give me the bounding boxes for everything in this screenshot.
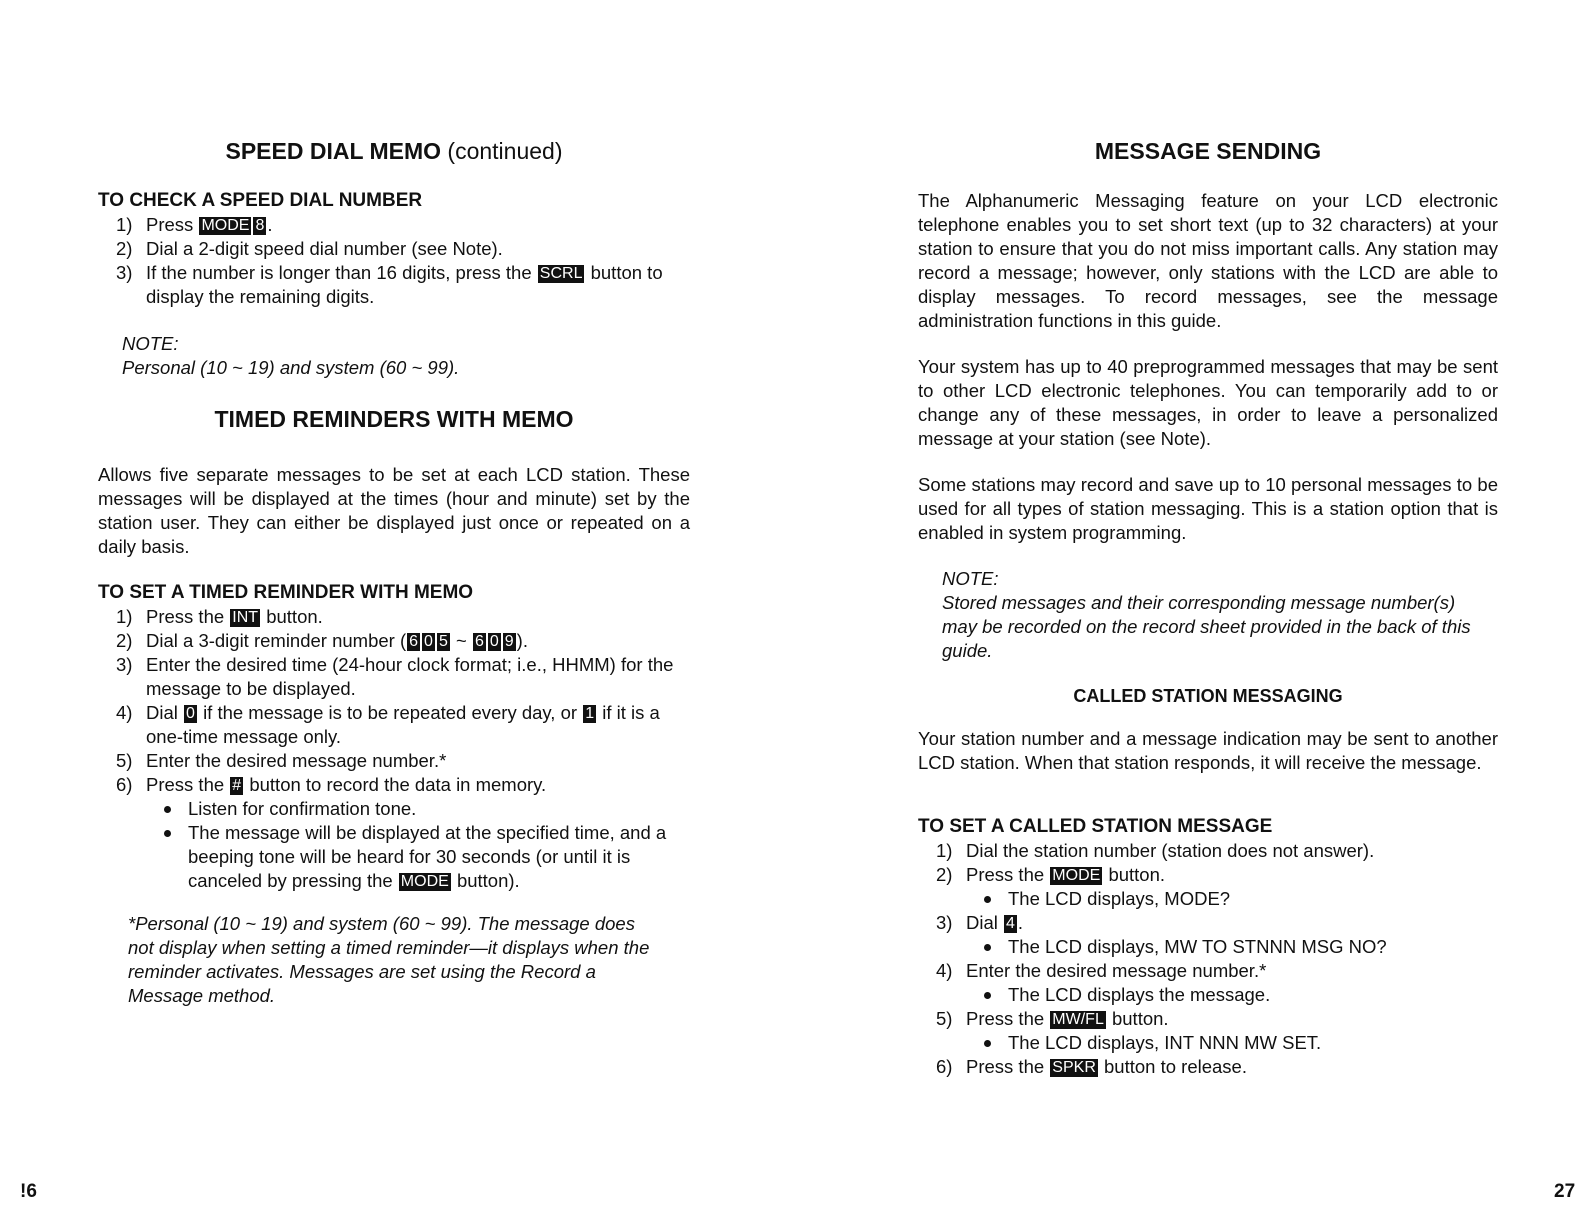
step-text: button. <box>1108 864 1166 885</box>
step-number: 4) <box>936 960 953 981</box>
step-text: Press the <box>966 864 1045 885</box>
step-bullets <box>966 935 1498 959</box>
list-item <box>918 959 1498 1007</box>
bullet-text: The LCD displays, MODE? <box>1008 888 1231 909</box>
step-text: ). <box>516 630 528 651</box>
step-text: button to release. <box>1104 1056 1247 1077</box>
digit-key: 0 <box>489 633 499 650</box>
page-number-right: 27 <box>1554 1181 1576 1202</box>
mode-key: MODE <box>1052 867 1101 884</box>
step-text: Dial a 3-digit reminder number ( <box>146 630 407 651</box>
step-text: Press <box>146 214 194 235</box>
bullet-item <box>966 935 1498 959</box>
digit-key: 1 <box>585 705 595 722</box>
step-bullets <box>966 887 1498 911</box>
step-number: 1) <box>936 840 953 861</box>
speed-dial-memo-title <box>98 138 690 165</box>
bullet-item <box>146 821 690 893</box>
step-text: Dial <box>966 912 998 933</box>
step-number: 6) <box>936 1056 953 1077</box>
pound-key: # <box>232 777 242 794</box>
bullet-text: button). <box>456 870 520 891</box>
set-called-station-heading: TO SET A CALLED STATION MESSAGE <box>918 816 1273 837</box>
note-text: Personal (10 ~ 19) and system (60 ~ 99). <box>122 357 460 378</box>
timed-reminders-title: TIMED REMINDERS WITH MEMO <box>214 406 574 432</box>
tilde: ~ <box>456 630 467 651</box>
title-suffix: (continued) <box>447 138 563 164</box>
note-label: NOTE: <box>942 568 999 589</box>
step-text: . <box>1017 912 1024 933</box>
list-item <box>98 261 690 309</box>
set-timed-reminder-heading: TO SET A TIMED REMINDER WITH MEMO <box>98 582 474 603</box>
list-item <box>918 863 1498 911</box>
step-number: 3) <box>116 262 133 283</box>
note-block <box>122 332 459 380</box>
list-item <box>918 839 1498 863</box>
bullet-item <box>966 887 1498 911</box>
check-speed-dial-steps <box>98 213 690 309</box>
digit-key: 4 <box>1006 915 1015 932</box>
page-number-left: !6 <box>20 1181 37 1202</box>
paragraph-personal-messages: Some stations may record and save up to 10 personal messages to be used for all types of station messaging. This is a station option that is enabled in system programming. <box>918 474 1498 543</box>
step-bullets <box>966 1031 1498 1055</box>
list-item <box>98 701 690 749</box>
step-text: button to record the data in memory. <box>249 774 547 795</box>
digit-key: 9 <box>504 633 514 650</box>
footnote: *Personal (10 ~ 19) and system (60 ~ 99). The message does not display when setting a timed reminder—it displays when the reminder activates. Messages are set using the Record a Message method. <box>128 913 650 1006</box>
step-text: button to display the remaining digits. <box>146 262 663 307</box>
digit-key: 8 <box>255 217 265 234</box>
step-text: if it is a one-time message only. <box>146 702 660 747</box>
bullet-item <box>146 797 690 821</box>
step-text: Enter the desired message number.* <box>966 960 1267 981</box>
list-item <box>98 213 690 237</box>
step-text: Enter the desired message number.* <box>146 750 447 771</box>
called-station-intro: Your station number and a message indication may be sent to another LCD station. When that station responds, it will receive the message. <box>918 728 1498 773</box>
step-text: . <box>267 214 273 235</box>
digit-key: 0 <box>424 633 433 650</box>
bullet-text: The LCD displays, INT NNN MW SET. <box>1008 1032 1322 1053</box>
message-sending-title: MESSAGE SENDING <box>1094 138 1322 164</box>
list-item <box>98 237 690 261</box>
called-station-title: CALLED STATION MESSAGING <box>1073 686 1343 706</box>
mode-key: MODE <box>400 873 449 890</box>
bullet-item <box>966 983 1498 1007</box>
bullet-text: The LCD displays the message. <box>1008 984 1271 1005</box>
list-item <box>918 1007 1498 1055</box>
digit-key: 6 <box>474 633 484 650</box>
step-number: 1) <box>116 214 133 235</box>
digit-key: 5 <box>438 633 448 650</box>
bullet-text: Listen for confirmation tone. <box>188 798 417 819</box>
step-number: 6) <box>116 774 133 795</box>
step-text: Dial the station number (station does not answer). <box>966 840 1375 861</box>
step-text: button. <box>1111 1008 1169 1029</box>
step-number: 4) <box>116 702 133 723</box>
timed-reminders-intro: Allows five separate messages to be set at each LCD station. These messages will be displayed at the times (hour and minute) set by the station user. They can either be displayed just once or repeated on a daily basis. <box>98 464 690 557</box>
step-text: Dial <box>146 702 178 723</box>
paragraph-preprogrammed: Your system has up to 40 preprogrammed messages that may be sent to other LCD electronic telephones. You can temporarily add to or change any of these messages, in order to leave a personalized message at your station (see Note). <box>918 356 1498 449</box>
step-number: 1) <box>116 606 133 627</box>
step-text: Press the <box>146 606 225 627</box>
digit-key: 0 <box>186 705 195 722</box>
called-station-steps <box>918 839 1498 1079</box>
title-text: SPEED DIAL MEMO <box>225 138 442 164</box>
step-number: 3) <box>116 654 133 675</box>
list-item <box>98 749 690 773</box>
step-number: 5) <box>116 750 133 771</box>
step-text: Press the <box>966 1056 1045 1077</box>
step-text: button. <box>266 606 323 627</box>
note-label: NOTE: <box>122 333 179 354</box>
step-text: Dial a 2-digit speed dial number (see Note). <box>146 238 503 259</box>
step-bullets <box>146 797 690 893</box>
scrl-key: SCRL <box>539 265 583 282</box>
digit-key: 6 <box>409 633 419 650</box>
step-number: 5) <box>936 1008 953 1029</box>
step-text: Press the <box>146 774 225 795</box>
bullet-item <box>966 1031 1498 1055</box>
bullet-text: The LCD displays, MW TO STNNN MSG NO? <box>1008 936 1387 957</box>
list-item <box>918 1055 1498 1079</box>
note-text: Stored messages and their corresponding message number(s) may be recorded on the record sheet provided in the back of this guide. <box>942 592 1471 661</box>
list-item <box>98 773 690 893</box>
bullet-text: The message will be displayed at the specified time, and a beeping tone will be heard for 30 seconds (or until it is canceled by pressing the <box>188 822 667 891</box>
list-item <box>98 629 690 653</box>
mw-fl-key: MW/FL <box>1052 1011 1104 1028</box>
spkr-key: SPKR <box>1052 1059 1096 1076</box>
step-text: Press the <box>966 1008 1045 1029</box>
step-text: if the message is to be repeated every day, or <box>203 702 578 723</box>
step-text: If the number is longer than 16 digits, press the <box>146 262 532 283</box>
step-number: 2) <box>936 864 953 885</box>
list-item <box>918 911 1498 959</box>
list-item <box>98 653 690 701</box>
step-bullets <box>966 983 1498 1007</box>
timed-reminder-steps <box>98 605 690 893</box>
int-key: INT <box>232 609 259 626</box>
paragraph-intro: The Alphanumeric Messaging feature on your LCD electronic telephone enables you to set short text (up to 32 characters) at your station to ensure that you do not miss important calls. Any station may record a message; however, only stations with the LCD are able to display messages. To record messages, see the message administration functions in this guide. <box>918 190 1498 331</box>
step-number: 3) <box>936 912 953 933</box>
mode-key: MODE <box>201 217 250 234</box>
step-number: 2) <box>116 630 133 651</box>
check-speed-dial-heading: TO CHECK A SPEED DIAL NUMBER <box>98 190 423 211</box>
note-block <box>942 567 1478 663</box>
list-item <box>98 605 690 629</box>
step-text: Enter the desired time (24-hour clock format; i.e., HHMM) for the message to be displayed. <box>146 654 674 699</box>
step-number: 2) <box>116 238 133 259</box>
